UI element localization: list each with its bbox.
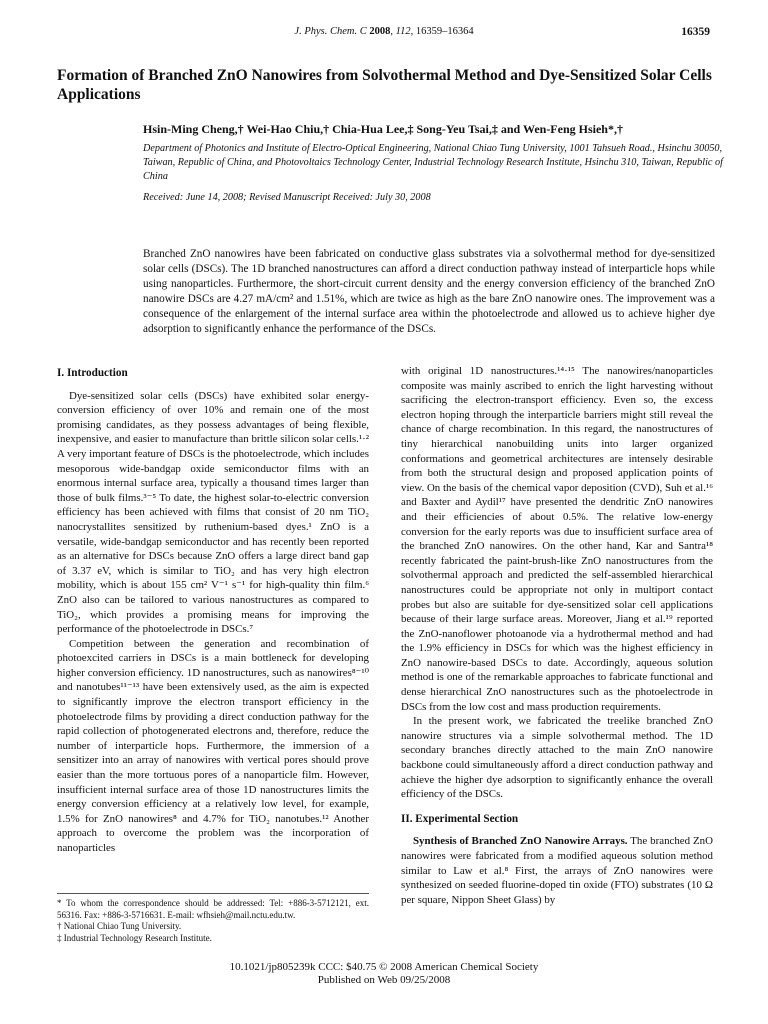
journal-pages: 16359–16364 — [415, 26, 474, 37]
experimental-subheading: Synthesis of Branched ZnO Nanowire Arrays. — [413, 835, 628, 848]
journal-citation: J. Phys. Chem. C 2008, 112, 16359–16364 — [294, 26, 474, 37]
page-footer — [0, 961, 768, 987]
footnote-ddagger: ‡ Industrial Technology Research Institute. — [57, 932, 212, 943]
intro-paragraph-2: Competition between the generation and recombination of photoexcited carriers in DSCs is a main bottleneck for developing higher conversion efficiency. 1D nanostructures, such as nanowires⁸⁻¹⁰ and nanotubes¹¹⁻¹³ have been extensively used, as the aim is expected to significantly improve the electron transport efficiency in the photoelectrode films by providing a direct conduction pathway for the rapid collection of photogenerated electrons and, therefore, reduce the number of interparticle hops. Furthermore, the immersion of a sensitizer into an array of nanowires with vertical pores should prove easier than the more tortuous pores of a nanoparticle film. However, insufficient internal surface area of those 1D nanostructures limits the energy conversion efficiency at a relatively low level, for example, 1.5% for ZnO nanowires⁸ and 4.7% for TiO₂ nanotubes.¹² Another approach to overcome the problem was the incorporation of nanoparticles — [57, 637, 369, 854]
journal-year: 2008 — [369, 26, 391, 37]
journal-volume: 112, — [395, 26, 414, 37]
footnote-divider — [57, 893, 369, 894]
intro-heading: I. Introduction — [57, 367, 128, 379]
experimental-paragraph — [401, 834, 713, 907]
doi-line: 10.1021/jp805239k CCC: $40.75 © 2008 American Chemical Society — [229, 961, 539, 973]
journal-name: J. Phys. Chem. C — [294, 26, 367, 37]
paper-title: Formation of Branched ZnO Nanowires from Solvothermal Method and Dye-Sensitized Solar Cells Applications — [57, 67, 712, 103]
received-dates: Received: June 14, 2008; Revised Manuscript Received: July 30, 2008 — [143, 192, 431, 203]
footnotes — [57, 898, 369, 944]
footnote-dagger: † National Chiao Tung University. — [57, 921, 182, 931]
intro-paragraph-1: Dye-sensitized solar cells (DSCs) have exhibited solar energy-conversion efficiency of over 10% and remain one of the most promising candidates, as they possess advantages of being flexible, inexpensive, and easier to manufacture than brittle silicon solar cells.¹·² A very important feature of DSCs is the photoelectrode, which includes mesoporous wide-bandgap oxide semiconductor films with an enormous internal surface area, typically a thousand times larger than those of bulk films.³⁻⁵ To date, the highest solar-to-electric conversion efficiency has been achieved with films that consist of 20 nm TiO₂ nanocrystallites sensitized by ruthenium-based dyes.¹ ZnO is a versatile, wide-bandgap semiconductor and has recently been reported as an alternative for DSCs because ZnO offers a large direct band gap of 3.37 eV, which is similar to TiO₂ and has very high electron mobility, which is about 155 cm² V⁻¹ s⁻¹ for high-quality thin film.⁶ ZnO also can be tailored to various nanostructures as compared to TiO₂, which provides a promising means for improving the performance of the photoelectrode in DSCs.⁷ — [57, 389, 369, 636]
affiliations: Department of Photonics and Institute of Electro-Optical Engineering, National Chiao Tung University, 1001 Tahsueh Road., Hsinchu 30050, Taiwan, Republic of China, and Photovoltaics Technology Center, Industrial Technology Research Institute, Hsinchu 310, Taiwan, Republic of China — [143, 143, 723, 182]
experimental-heading: II. Experimental Section — [401, 812, 519, 825]
experimental-text: The branched ZnO nanowires were fabricated from a modified aqueous solution method similar to Law et al.⁸ First, the arrays of ZnO nanowires were synthesized on seeded fluorine-doped tin oxide (FTO) substrates (10 Ω per square, Nippon Sheet Glass) by — [401, 835, 713, 906]
page-number: 16359 — [681, 26, 710, 38]
abstract: Branched ZnO nanowires have been fabricated on conductive glass substrates via a solvothermal method for dye-sensitized solar cells (DSCs). The 1D branched nanostructures can afford a direct conduction pathway instead of interparticle hops while using nanoparticles. Furthermore, the short-circuit current density and the energy conversion efficiency of the branched ZnO nanowire DSCs are 4.27 mA/cm² and 1.51%, which are twice as high as the bare ZnO nanowire ones. The improvement was a consequence of the enlargement of the internal surface area within the photoelectrode and allowed us to achieve higher dye adsorption to significantly enhance the performance of the DSCs. — [143, 248, 715, 335]
published-date: Published on Web 09/25/2008 — [317, 974, 451, 986]
left-column — [57, 366, 369, 856]
right-column — [401, 364, 713, 907]
intro-paragraph-4: In the present work, we fabricated the treelike branched ZnO nanowire structures via a simple solvothermal method. The 1D secondary branches directly attached to the main ZnO nanowire backbone could simultaneously afford a direct conduction pathway and achieve the higher dye adsorption to significantly enhance the overall efficiency of the DSCs. — [401, 715, 713, 801]
footnote-corresponding: * To whom the correspondence should be addressed: Tel: +886-3-5712121, ext. 56316. Fax: +886-3-5716631. E-mail: wfhsieh@mail.nctu.edu.tw. — [57, 898, 369, 920]
intro-paragraph-3: with original 1D nanostructures.¹⁴·¹⁵ The nanowires/nanoparticles composite was mainly ascribed to enrich the light harvesting without sacrificing the electron-transport efficiency. Even so, the excess electron hoping through the interparticle barriers might still reveal the chance of charge recombination. In this regard, the nanostructures of tiny hierarchical nanobuilding units into larger organized conformations and geometrical architectures are intensely desirable from both the structural design and proposed application points of view. On the basis of the chemical vapor deposition (CVD), Suh et al.¹⁶ and Baxter and Aydil¹⁷ have presented the dendritic ZnO nanowires and their efficiencies of about 0.5%. The relative low-energy conversion for the early reports was due to insufficient surface area of the branched ZnO nanowires. On the other hand, Kar and Santra¹⁸ recently fabricated the paint-brush-like ZnO nanostructures from the solvothermal approach and predicted the self-assembled hierarchical nanostructures could be appropriate not only in multiport contact probes but also are suitable for dye-sensitized solar cell applications because of their large surface areas. Moreover, Jiang et al.¹⁹ reported the ZnO-nanoflower photoanode via a hydrothermal method and had the 1.9% efficiency in DSCs for which was the highest efficiency in ZnO nanowire-based DSCs to date. Accordingly, aqueous solution method is one of the remarkable approaches to fabricate functional and dense hierarchical ZnO nanostructures such as the photoelectrode in DSCs from the low cost and mass production requirements. — [401, 365, 713, 713]
author-list: Hsin-Ming Cheng,† Wei-Hao Chiu,† Chia-Hua Lee,‡ Song-Yeu Tsai,‡ and Wen-Feng Hsieh*,† — [143, 122, 623, 136]
